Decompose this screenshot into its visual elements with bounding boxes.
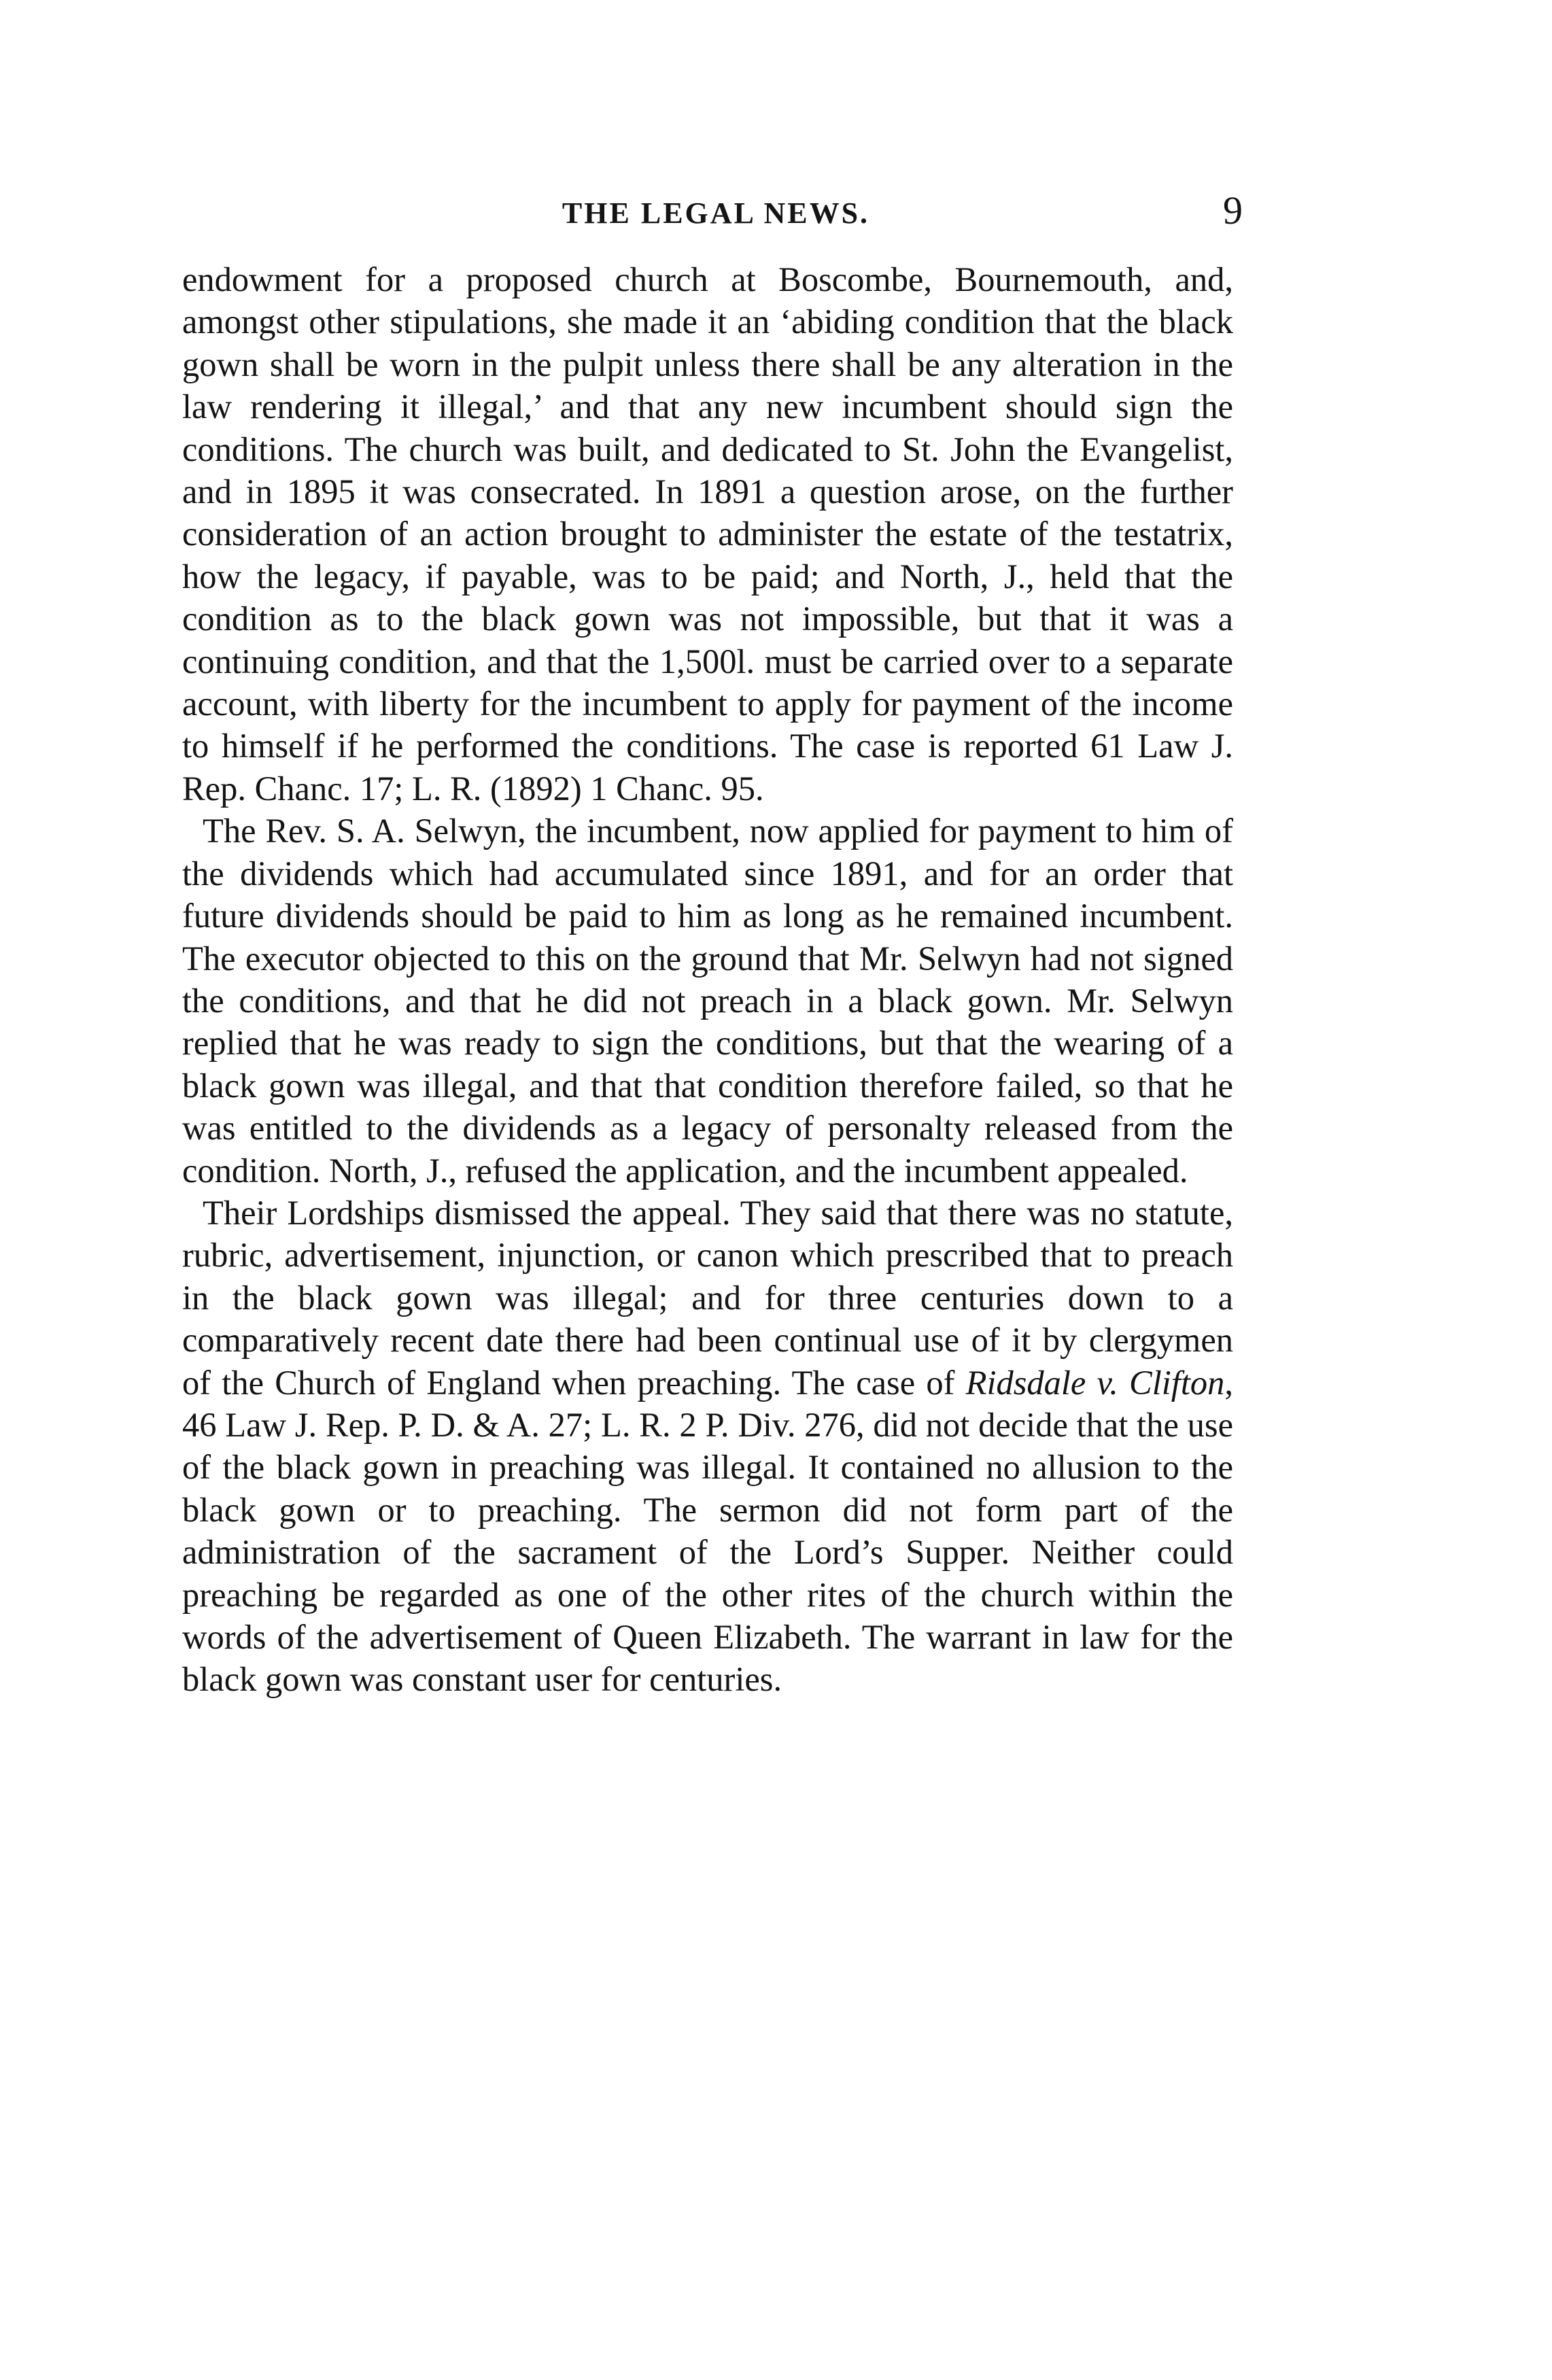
paragraph-continuation: endowment for a proposed church at Boscombe, Bournemouth, and, amongst other stipulations, she made it an ‘abiding condition that the black gown shall be worn in the pulpit unless there shall be any alteration in the law rendering it illegal,’ and that any new incumbent should sign the conditions. The church was built, and dedicated to St. John the Evangelist, and in 1895 it was consecrated. In 1891 a question arose, on the further consideration of an action brought to administer the estate of the testatrix, how the legacy, if payable, was to be paid; and North, J., held that the condition as to the black gown was not impossible, but that it was a continuing condition, and that the 1,500l. must be carried over to a separate account, with liberty for the incumbent to apply for payment of the income to himself if he performed the conditions. The case is reported 61 Law J. Rep. Chanc. 17; L. R. (1892) 1 Chanc. 95. xyxy=(182,260,1233,808)
case-name-ridsdale-v-clifton: Ridsdale v. Clifton xyxy=(965,1363,1225,1402)
text-column xyxy=(182,258,1233,1701)
page-number: 9 xyxy=(1223,188,1243,232)
judgment-text-start: Their Lordships dismissed the appeal. They said that there was no statute, rubric, advertisement, injunction, or canon which prescribed that to preach in the black gown was illegal; and for three centuries down to a comparatively recent date there had been continual use of it by clergymen of the Church of England when preaching. The case of xyxy=(182,1193,1233,1402)
running-head xyxy=(182,188,1243,239)
paragraph-application: The Rev. S. A. Selwyn, the incumbent, now applied for payment to him of the dividends which had accumulated since 1891, and for an order that future dividends should be paid to him as long as he remained incumbent. The executor objected to this on the ground that Mr. Selwyn had not signed the conditions, and that he did not preach in a black gown. Mr. Selwyn replied that he was ready to sign the conditions, but that the wearing of a black gown was illegal, and that that condition therefore failed, so that he was entitled to the dividends as a legacy of personalty released from the condition. North, J., refused the application, and the incumbent appealed. xyxy=(182,812,1233,1190)
judgment-text-end: , 46 Law J. Rep. P. D. & A. 27; L. R. 2 P. Div. 276, did not decide that the use of the black gown in preaching was illegal. It contained no allusion to the black gown or to preaching. The sermon did not form part of the administration of the sacrament of the Lord’s Supper. Neither could preaching be regarded as one of the other rites of the church within the words of the advertisement of Queen Elizabeth. The warrant in law for the black gown was constant user for centuries. xyxy=(182,1363,1233,1699)
paragraph-judgment xyxy=(182,1192,1233,1701)
running-title: THE LEGAL NEWS. xyxy=(562,196,870,230)
